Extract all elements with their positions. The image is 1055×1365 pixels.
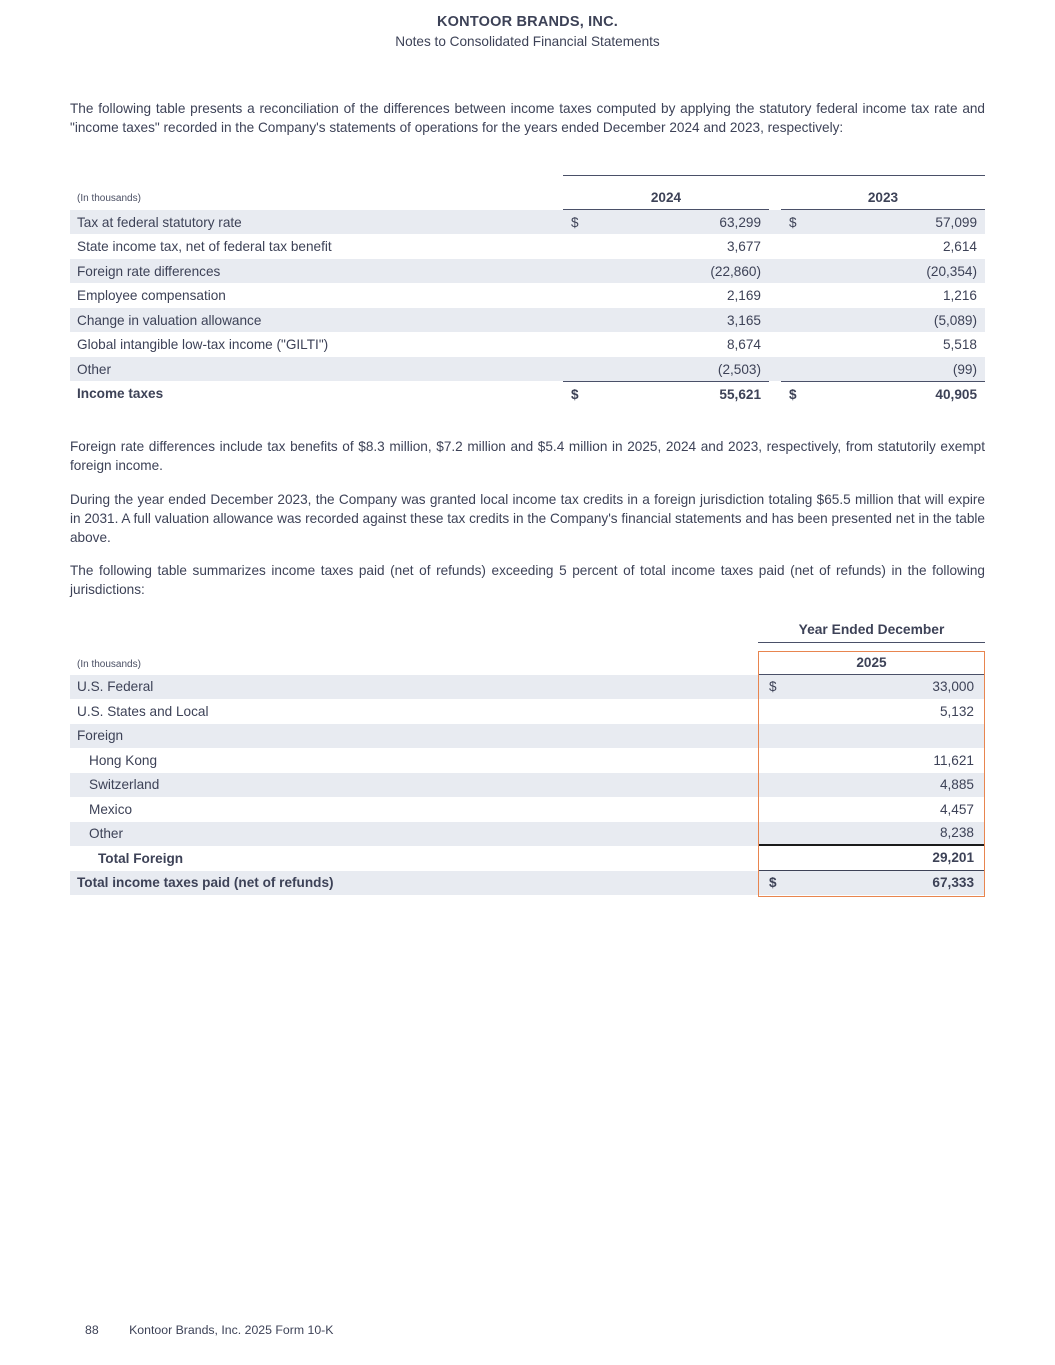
table-row bbox=[70, 748, 985, 773]
row-label: Total income taxes paid (net of refunds) bbox=[77, 875, 334, 891]
value-2023: (99) bbox=[952, 361, 977, 377]
value-2024: 55,621 bbox=[719, 386, 761, 402]
value-2024: (22,860) bbox=[710, 263, 761, 279]
table-header-row bbox=[70, 650, 985, 675]
row-label: Other bbox=[77, 361, 111, 377]
units-label: (In thousands) bbox=[77, 658, 141, 670]
value-2023: 5,518 bbox=[942, 337, 977, 353]
spacer bbox=[769, 234, 781, 259]
value-2025: 29,201 bbox=[932, 850, 974, 866]
value-2024: (2,503) bbox=[717, 361, 761, 377]
value-2024: 63,299 bbox=[719, 214, 761, 230]
row-label: Foreign rate differences bbox=[77, 263, 221, 279]
row-label: State income tax, net of federal tax benefit bbox=[77, 239, 332, 255]
table-row bbox=[70, 283, 985, 308]
value-2025: 4,457 bbox=[939, 801, 974, 817]
spacer bbox=[769, 259, 781, 284]
row-label: Mexico bbox=[89, 801, 133, 817]
period-header: Year Ended December bbox=[758, 622, 985, 643]
value-2023: (20,354) bbox=[926, 263, 977, 279]
value-2023: 57,099 bbox=[935, 214, 977, 230]
table-row bbox=[70, 675, 985, 700]
table-row bbox=[70, 234, 985, 259]
table-row bbox=[70, 822, 985, 847]
value-2025: 8,238 bbox=[939, 825, 974, 841]
value-2023: 2,614 bbox=[942, 239, 977, 255]
income-taxes-paid-table bbox=[70, 622, 985, 896]
row-label: Income taxes bbox=[77, 386, 164, 402]
row-label: Employee compensation bbox=[77, 288, 226, 304]
value-2023: 1,216 bbox=[942, 288, 977, 304]
table-row bbox=[70, 357, 985, 382]
row-label: U.S. Federal bbox=[77, 679, 154, 695]
value-2025: 5,132 bbox=[939, 703, 974, 719]
foreign-rate-paragraph: Foreign rate differences include tax benefits of $8.3 million, $7.2 million and $5.4 million in 2025, 2024 and 2023, respectively, from statutorily exempt foreign income. bbox=[70, 438, 985, 474]
row-label: Hong Kong bbox=[89, 752, 158, 768]
table-row bbox=[70, 699, 985, 724]
table-row bbox=[70, 797, 985, 822]
value-2024: 3,677 bbox=[726, 239, 761, 255]
value-2025: 67,333 bbox=[932, 875, 974, 891]
row-label: U.S. States and Local bbox=[77, 703, 209, 719]
row-label: Global intangible low-tax income ("GILTI") bbox=[77, 337, 329, 353]
row-label: Change in valuation allowance bbox=[77, 312, 262, 328]
value-2025: 33,000 bbox=[932, 679, 974, 695]
row-label: Total Foreign bbox=[98, 850, 184, 866]
currency-symbol: $ bbox=[769, 875, 777, 891]
spacer bbox=[70, 643, 985, 650]
table-total-row bbox=[70, 381, 985, 406]
value-2023: 40,905 bbox=[935, 386, 977, 402]
tax-credits-paragraph: During the year ended December 2023, the Company was granted local income tax credits in a foreign jurisdiction totaling $65.5 million that will expire in 2031. A full valuation allowance was recorded against these tax credits in the Company's financial statements and has been presented net in the table above. bbox=[70, 491, 985, 546]
value-2024: 3,165 bbox=[726, 312, 761, 328]
currency-symbol: $ bbox=[571, 386, 579, 402]
value-2025: 4,885 bbox=[939, 777, 974, 793]
table-subtotal-row bbox=[70, 846, 985, 871]
column-header-2025: 2025 bbox=[758, 655, 985, 675]
intro-paragraph: The following table presents a reconciliation of the differences between income taxes computed by applying the statutory federal income tax rate and "income taxes" recorded in the Company's statements of operations for the years ended December 2024 and 2023, respectively: bbox=[70, 101, 985, 136]
page-content bbox=[70, 0, 985, 895]
tax-reconciliation-table bbox=[70, 175, 985, 406]
value-2023: (5,089) bbox=[933, 312, 977, 328]
page-footer bbox=[85, 1323, 333, 1337]
table-row bbox=[70, 210, 985, 235]
company-title: KONTOOR BRANDS, INC. bbox=[437, 14, 618, 30]
row-label: Other bbox=[89, 826, 123, 842]
spacer bbox=[769, 332, 781, 357]
currency-symbol: $ bbox=[789, 386, 797, 402]
page-number: 88 bbox=[85, 1323, 99, 1337]
currency-symbol: $ bbox=[571, 214, 579, 230]
spacer bbox=[769, 381, 781, 406]
table-row bbox=[70, 724, 985, 749]
row-label: Tax at federal statutory rate bbox=[77, 214, 242, 230]
table-row bbox=[70, 308, 985, 333]
currency-symbol: $ bbox=[769, 679, 777, 695]
footer-text: Kontoor Brands, Inc. 2025 Form 10-K bbox=[129, 1323, 334, 1337]
value-2025: 11,621 bbox=[933, 752, 974, 768]
spacer bbox=[769, 308, 781, 333]
value-2024: 2,169 bbox=[726, 288, 761, 304]
value-2024: 8,674 bbox=[726, 337, 761, 353]
table-row bbox=[70, 259, 985, 284]
row-label: Foreign bbox=[77, 728, 124, 744]
column-header-2024: 2024 bbox=[563, 190, 769, 210]
taxes-paid-paragraph: The following table summarizes income taxes paid (net of refunds) exceeding 5 percent of total income taxes paid (net of refunds) in the following jurisdictions: bbox=[70, 562, 985, 598]
spacer bbox=[769, 357, 781, 382]
row-label: Switzerland bbox=[89, 777, 160, 793]
table-row bbox=[70, 773, 985, 798]
table-total-row bbox=[70, 871, 985, 896]
spacer bbox=[769, 210, 781, 235]
document-subtitle: Notes to Consolidated Financial Statements bbox=[395, 34, 660, 49]
units-label: (In thousands) bbox=[77, 192, 141, 204]
spacer bbox=[769, 283, 781, 308]
spacer bbox=[769, 176, 781, 210]
column-header-2023: 2023 bbox=[781, 190, 985, 210]
table-header-row bbox=[70, 176, 985, 210]
currency-symbol: $ bbox=[789, 214, 797, 230]
table-row bbox=[70, 332, 985, 357]
